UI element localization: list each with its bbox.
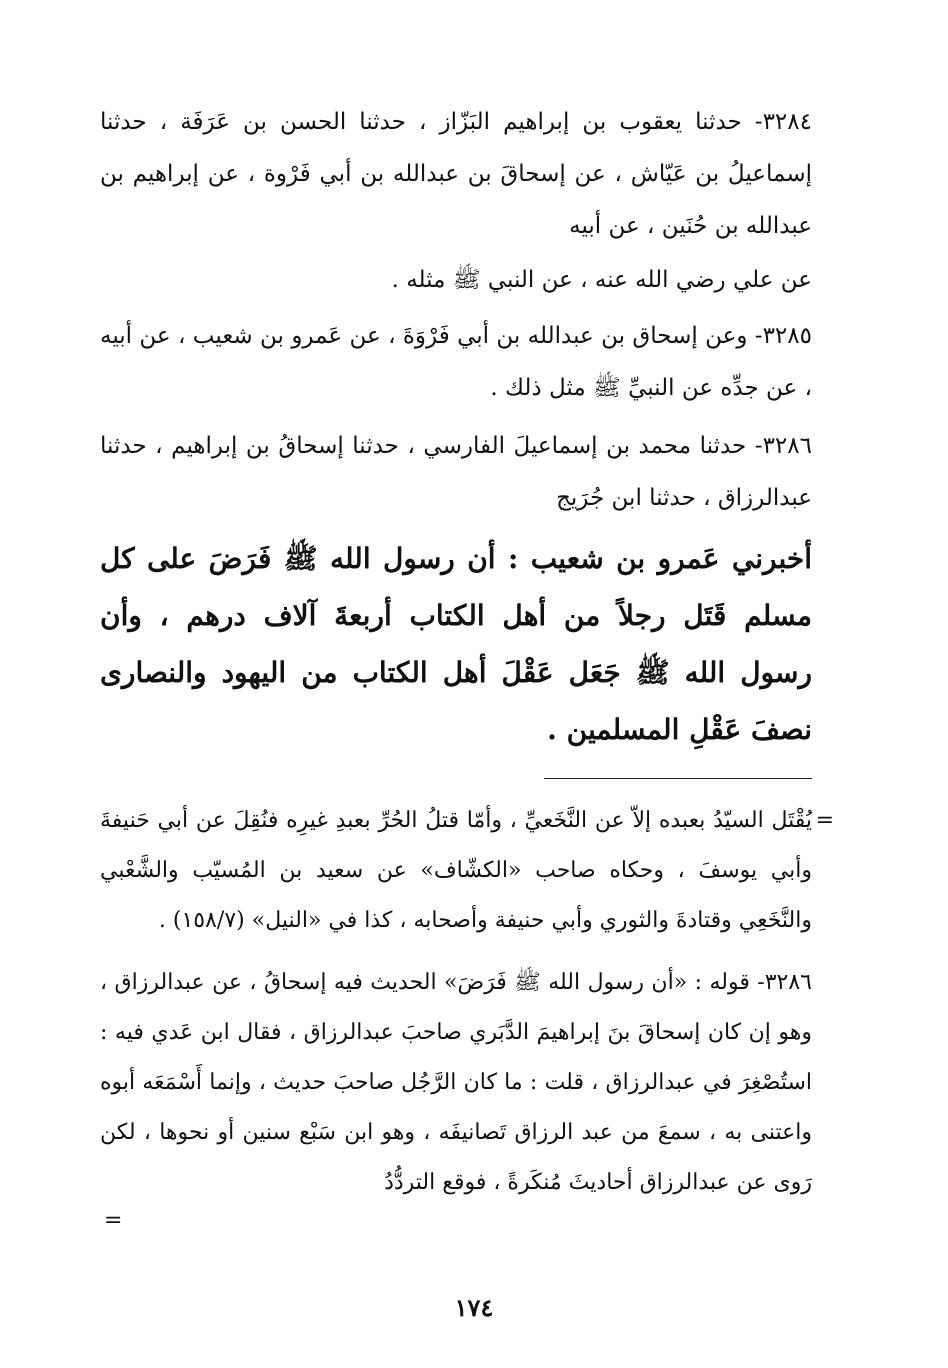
hadith-3285: ٣٢٨٥- وعن إسحاق بن عبدالله بن أبي فَرْوَةَ ، عن عَمرو بن شعيب ، عن أبيه ، عن جدِّه عن النبيِّ ﷺ مثل ذلك . (100, 323, 812, 401)
continuation-mark-top: = (815, 808, 834, 833)
hadith-3284-text: عن علي رضي الله عنه ، عن النبي ﷺ مثله . (391, 267, 812, 293)
hadith-3284-chain: ٣٢٨٤- حدثنا يعقوب بن إبراهيم البَزّاز ، حدثنا الحسن بن عَرَفَة ، حدثنا إسماعيلُ بن عَيّاش ، عن إسحاقَ بن عبدالله بن أبي فَرْوة ، عن إبراهيم بن عبدالله بن حُنَين ، عن أبيه (100, 109, 812, 239)
footnote-separator (544, 778, 812, 779)
hadith-3286-chain: ٣٢٨٦- حدثنا محمد بن إسماعيلَ الفارسي ، حدثنا إسحاقُ بن إبراهيم ، حدثنا عبدالرزاق ، حدثنا ابن جُرَيج (100, 433, 812, 511)
footnotes (100, 796, 812, 1208)
page-number: ١٧٤ (454, 1293, 494, 1322)
footnote-3286: ٣٢٨٦- قوله : «أن رسول الله ﷺ فَرَضَ» الحديث فيه إسحاقُ ، عن عبدالرزاق ، وهو إن كان إسحاقَ بنَ إبراهيمَ الدَّبَري صاحبَ عبدالرزاق ، فقال ابن عَدي فيه : استُصْغِرَ في عبدالرزاق ، قلت : ما كان الرَّجُل صاحبَ حديث ، وإنما أَسْمَعَه أبوه واعتنى به ، سمعَ من عبد الرزاق تَصانيفَه ، وهو ابن سَبْع سنين أو نحوها ، لكن رَوى عن عبدالرزاق أحاديثَ مُنكَرةً ، فوقع التردُّدُ (100, 970, 812, 1195)
footnote-continued: يُقْتَل السيّدُ بعبده إلاّ عن النَّخَعيِّ ، وأمّا قتلُ الحُرِّ بعبدِ غيرِه فنُقِلَ عن أبي حَنيفةَ وأبي يوسفَ ، وحكاه صاحب «الكشّاف» عن سعيد بن المُسيّب والشَّعْبي والنَّخَعِي وقتادةَ والثوري وأبي حنيفة وأصحابه ، كذا في «النيل» (١٥٨/٧) . (100, 808, 812, 933)
continuation-mark-bottom: = (104, 1208, 123, 1233)
hadith-3286-text: أخبرني عَمرو بن شعيب : أن رسول الله ﷺ فَرَضَ على كل مسلم قَتَل رجلاً من أهل الكتاب أربعةَ آلاف درهم ، وأن رسول الله ﷺ جَعَل عَقْلَ أهل الكتاب من اليهود والنصارى نصفَ عَقْلِ المسلمين . (100, 542, 812, 746)
main-text (100, 96, 812, 758)
